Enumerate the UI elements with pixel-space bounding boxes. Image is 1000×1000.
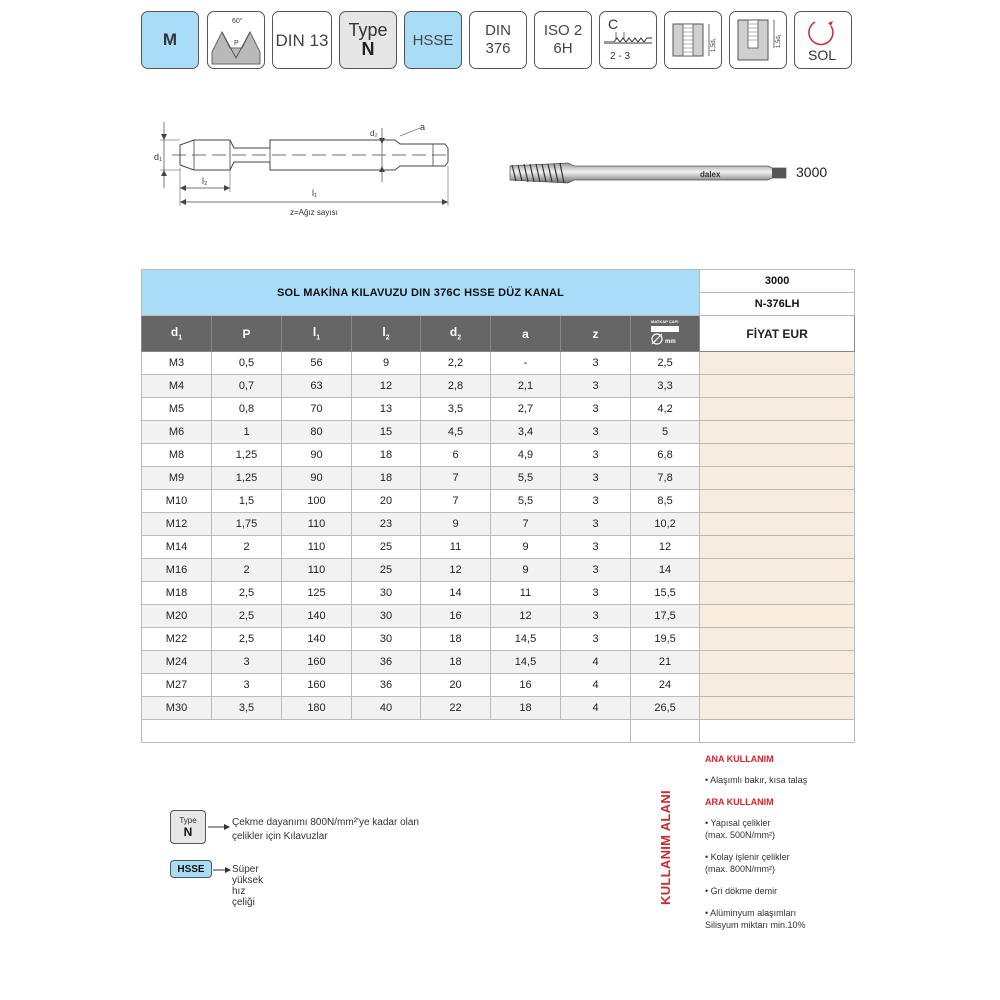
- table-cell: 2: [212, 536, 282, 559]
- table-cell: 9: [491, 559, 561, 582]
- usage-area-title: [632, 742, 698, 952]
- col-header-p: P: [212, 316, 282, 352]
- table-cell: M12: [142, 513, 212, 536]
- table-cell: M27: [142, 674, 212, 697]
- arrow-right-icon: [208, 822, 230, 832]
- table-row: [142, 651, 855, 674]
- table-title: SOL MAKİNA KILAVUZU DIN 376C HSSE DÜZ KANAL: [142, 270, 700, 316]
- table-cell: 2,8: [421, 375, 491, 398]
- table-row: [142, 559, 855, 582]
- chamfer-range: 2 - 3: [610, 51, 631, 62]
- table-product-ref: N-376LH: [700, 293, 855, 316]
- table-row: [142, 375, 855, 398]
- table-row: [142, 674, 855, 697]
- table-cell: M20: [142, 605, 212, 628]
- table-cell: 3: [561, 467, 631, 490]
- table-row: [142, 536, 855, 559]
- drill-diameter-icon: [645, 317, 685, 347]
- left-hand-badge: [794, 11, 852, 69]
- usage-list-cell: [700, 720, 855, 743]
- usage-item: • Alaşımlı bakır, kısa talaş: [705, 775, 808, 785]
- table-cell: 80: [282, 421, 352, 444]
- table-cell: M30: [142, 697, 212, 720]
- table-cell: 110: [282, 513, 352, 536]
- table-cell: 18: [352, 444, 421, 467]
- legend-type-value: N: [183, 824, 193, 839]
- table-cell: 25: [352, 536, 421, 559]
- table-cell: 160: [282, 674, 352, 697]
- table-row: [142, 467, 855, 490]
- table-cell: 180: [282, 697, 352, 720]
- table-cell: 140: [282, 628, 352, 651]
- through-hole-icon: [665, 12, 721, 68]
- table-cell: 10,2: [631, 513, 700, 536]
- table-header-row: [142, 316, 855, 352]
- table-cell: 14: [631, 559, 700, 582]
- table-cell: 70: [282, 398, 352, 421]
- table-cell: 14,5: [491, 628, 561, 651]
- table-cell: 3: [561, 536, 631, 559]
- table-cell: 20: [352, 490, 421, 513]
- table-cell: 4: [561, 674, 631, 697]
- arrow-right-icon: [213, 865, 231, 875]
- table-cell: 7,8: [631, 467, 700, 490]
- din376-line1: DIN: [485, 22, 511, 39]
- table-cell: 3: [561, 421, 631, 444]
- table-cell: 3,3: [631, 375, 700, 398]
- chamfer-profile-icon: [600, 12, 656, 68]
- a-dimension-label: a: [420, 122, 426, 132]
- table-row: [142, 444, 855, 467]
- table-cell: 8,5: [631, 490, 700, 513]
- table-row: [142, 352, 855, 375]
- table-cell: 5,5: [491, 490, 561, 513]
- table-cell: 1,75: [212, 513, 282, 536]
- iso-line2: 6H: [553, 40, 573, 57]
- legend-cell: [142, 720, 631, 743]
- blind-hole-depth-icon: [729, 11, 787, 69]
- table-cell: 4,9: [491, 444, 561, 467]
- table-cell: 17,5: [631, 605, 700, 628]
- table-cell: 7: [491, 513, 561, 536]
- table-body: [142, 352, 855, 720]
- table-cell: 140: [282, 605, 352, 628]
- table-cell: 7: [421, 467, 491, 490]
- table-row: [142, 513, 855, 536]
- din13-label: DIN 13: [275, 30, 329, 50]
- thread-angle-icon: [207, 11, 265, 69]
- table-cell: 13: [352, 398, 421, 421]
- table-cell: 0,5: [212, 352, 282, 375]
- l1-dimension-label: l₁: [312, 188, 318, 198]
- table-cell: M24: [142, 651, 212, 674]
- table-cell: 9: [352, 352, 421, 375]
- table-cell: -: [491, 352, 561, 375]
- price-cell: [700, 605, 855, 628]
- table-cell: 22: [421, 697, 491, 720]
- table-cell: 1: [212, 421, 282, 444]
- table-cell: 90: [282, 467, 352, 490]
- table-cell: 11: [491, 582, 561, 605]
- price-cell: [700, 490, 855, 513]
- table-cell: 9: [491, 536, 561, 559]
- table-cell: 20: [421, 674, 491, 697]
- table-cell: 160: [282, 651, 352, 674]
- table-cell: 21: [631, 651, 700, 674]
- table-cell: M16: [142, 559, 212, 582]
- table-cell: 110: [282, 536, 352, 559]
- table-cell: M3: [142, 352, 212, 375]
- col-header-l1: $l_1$: [282, 316, 352, 352]
- table-cell: 1,25: [212, 467, 282, 490]
- table-cell: 3,4: [491, 421, 561, 444]
- table-row: [142, 697, 855, 720]
- table-cell: 2,5: [212, 582, 282, 605]
- rotation-arrow-icon: [795, 12, 851, 68]
- angle-label: 60°: [232, 18, 243, 25]
- iso-tolerance-badge: [534, 11, 592, 69]
- secondary-usage-heading: ARA KULLANIM: [705, 797, 774, 807]
- table-cell: 14,5: [491, 651, 561, 674]
- table-cell: 3: [561, 628, 631, 651]
- l2-dimension-label: l₂: [202, 176, 208, 186]
- price-cell: [700, 352, 855, 375]
- table-cell: 125: [282, 582, 352, 605]
- metric-thread-label: M: [162, 30, 178, 49]
- table-cell: 3: [212, 674, 282, 697]
- usage-item: • Gri dökme demir: [705, 886, 778, 896]
- price-cell: [700, 697, 855, 720]
- col-header-drill-diameter: [631, 316, 700, 352]
- table-cell: 16: [421, 605, 491, 628]
- table-cell: 18: [491, 697, 561, 720]
- table-cell: M22: [142, 628, 212, 651]
- col-header-z: z: [561, 316, 631, 352]
- legend-hsse-badge: HSSE: [170, 860, 212, 878]
- legend-type-badge: [170, 810, 206, 844]
- price-cell: [700, 559, 855, 582]
- usage-item: • Yapısal çelikler (max. 500N/mm²): [705, 818, 776, 840]
- table-cell: 2: [212, 559, 282, 582]
- legend-hsse-description: Süper yüksek hız çeliği: [232, 864, 264, 908]
- table-cell: 7: [421, 490, 491, 513]
- usage-item: • Alüminyum alaşımları Silisyum miktarı min.10%: [705, 908, 806, 930]
- din376-badge: [469, 11, 527, 69]
- table-row: [142, 421, 855, 444]
- table-cell: 5: [631, 421, 700, 444]
- price-cell: [700, 513, 855, 536]
- table-cell: M9: [142, 467, 212, 490]
- type-label: Type: [348, 20, 388, 40]
- table-cell: 3,5: [421, 398, 491, 421]
- table-cell: 30: [352, 582, 421, 605]
- table-cell: 12: [631, 536, 700, 559]
- table-cell: 23: [352, 513, 421, 536]
- specification-table: [141, 269, 855, 743]
- table-cell: M10: [142, 490, 212, 513]
- chamfer-form-icon: [599, 11, 657, 69]
- table-cell: 12: [352, 375, 421, 398]
- table-cell: 3: [561, 559, 631, 582]
- price-cell: [700, 398, 855, 421]
- din376-line2: 376: [485, 40, 511, 57]
- table-cell: M6: [142, 421, 212, 444]
- table-cell: 25: [352, 559, 421, 582]
- table-cell: 3: [212, 651, 282, 674]
- table-row: [142, 490, 855, 513]
- table-cell: M4: [142, 375, 212, 398]
- legend-type-label: Type: [179, 815, 197, 825]
- table-cell: 3: [561, 582, 631, 605]
- hsse-label: HSSE: [412, 31, 454, 49]
- table-cell: 3: [561, 605, 631, 628]
- table-row: [142, 628, 855, 651]
- table-cell: 2,5: [212, 628, 282, 651]
- table-cell: 12: [491, 605, 561, 628]
- table-cell: 16: [491, 674, 561, 697]
- table-cell: 1,25: [212, 444, 282, 467]
- drill-header-unit: mm: [665, 339, 676, 345]
- col-header-d1: $d_1$: [142, 316, 212, 352]
- table-cell: 3: [561, 375, 631, 398]
- depth-label-through: 1,5d₁: [711, 38, 717, 52]
- col-header-d2: $d_2$: [421, 316, 491, 352]
- din13-badge: [272, 11, 332, 69]
- table-cell: 36: [352, 674, 421, 697]
- usage-item: • Kolay işlenir çelikler (max. 800N/mm²): [705, 852, 790, 874]
- table-cell: 1,5: [212, 490, 282, 513]
- table-cell: M5: [142, 398, 212, 421]
- table-cell: 2,1: [491, 375, 561, 398]
- price-cell: [700, 582, 855, 605]
- type-value: N: [361, 39, 375, 59]
- table-cell: 3,5: [212, 697, 282, 720]
- col-header-l2: $l_2$: [352, 316, 421, 352]
- main-usage-heading: ANA KULLANIM: [705, 754, 774, 764]
- brand-mark: dalex: [700, 170, 721, 179]
- table-cell: 2,5: [631, 352, 700, 375]
- hsse-badge: [404, 11, 462, 69]
- table-cell: 5,5: [491, 467, 561, 490]
- table-cell: 90: [282, 444, 352, 467]
- table-cell: 100: [282, 490, 352, 513]
- table-cell: 18: [421, 628, 491, 651]
- table-cell: 4,2: [631, 398, 700, 421]
- price-cell: [700, 421, 855, 444]
- legend-type-description: Çekme dayanımı 800N/mm²'ye kadar olan çelikler için Kılavuzlar: [232, 817, 419, 842]
- blind-hole-icon: [730, 12, 786, 68]
- through-hole-depth-icon: [664, 11, 722, 69]
- table-cell: 63: [282, 375, 352, 398]
- table-cell: 40: [352, 697, 421, 720]
- table-cell: 2,5: [212, 605, 282, 628]
- flute-count-note: z=Ağız sayısı: [290, 208, 338, 217]
- table-cell: 0,8: [212, 398, 282, 421]
- price-cell: [700, 536, 855, 559]
- table-cell: 14: [421, 582, 491, 605]
- table-cell: 30: [352, 628, 421, 651]
- depth-label-blind: 1,5d₁: [776, 34, 782, 48]
- price-cell: [700, 444, 855, 467]
- table-cell: 36: [352, 651, 421, 674]
- table-cell: 30: [352, 605, 421, 628]
- table-cell: M8: [142, 444, 212, 467]
- d2-dimension-label: d₂: [370, 129, 378, 138]
- table-cell: 15: [352, 421, 421, 444]
- thread-profile-icon: [208, 12, 264, 68]
- table-cell: 110: [282, 559, 352, 582]
- table-cell: 3: [561, 352, 631, 375]
- price-cell: [700, 467, 855, 490]
- table-cell: 9: [421, 513, 491, 536]
- table-cell: 3: [561, 444, 631, 467]
- col-header-price: FİYAT EUR: [700, 316, 855, 352]
- table-cell: 18: [421, 651, 491, 674]
- table-cell: 4,5: [421, 421, 491, 444]
- type-n-badge: [339, 11, 397, 69]
- table-cell: 3: [561, 398, 631, 421]
- table-row: [142, 605, 855, 628]
- table-product-code: 3000: [700, 270, 855, 293]
- table-cell: M18: [142, 582, 212, 605]
- d1-dimension-label: d₁: [154, 152, 163, 162]
- table-cell: 12: [421, 559, 491, 582]
- product-code: 3000: [796, 164, 828, 180]
- table-cell: 0,7: [212, 375, 282, 398]
- table-cell: 6: [421, 444, 491, 467]
- tap-product-image: [508, 158, 788, 188]
- pitch-label: P: [234, 40, 239, 47]
- table-cell: 6,8: [631, 444, 700, 467]
- price-cell: [700, 375, 855, 398]
- table-cell: 26,5: [631, 697, 700, 720]
- price-cell: [700, 674, 855, 697]
- price-cell: [700, 651, 855, 674]
- left-hand-label: SOL: [808, 47, 837, 63]
- table-cell: 3: [561, 513, 631, 536]
- iso-line1: ISO 2: [543, 22, 583, 39]
- table-row: [142, 398, 855, 421]
- table-row: [142, 582, 855, 605]
- metric-thread-badge: [141, 11, 199, 69]
- table-cell: 2,7: [491, 398, 561, 421]
- table-cell: 56: [282, 352, 352, 375]
- chamfer-letter: C: [608, 16, 619, 32]
- table-cell: 24: [631, 674, 700, 697]
- usage-vertical-cell: [631, 720, 700, 743]
- col-header-a: a: [491, 316, 561, 352]
- usage-list: [705, 753, 850, 941]
- drill-header-top: MATKAP ÇAPI: [651, 319, 679, 324]
- table-cell: 19,5: [631, 628, 700, 651]
- table-cell: 3: [561, 490, 631, 513]
- table-cell: 11: [421, 536, 491, 559]
- price-cell: [700, 628, 855, 651]
- table-cell: 4: [561, 697, 631, 720]
- table-cell: 15,5: [631, 582, 700, 605]
- table-cell: 18: [352, 467, 421, 490]
- table-cell: 2,2: [421, 352, 491, 375]
- table-cell: M14: [142, 536, 212, 559]
- usage-area-title-text: KULLANIM ALANI: [657, 789, 673, 905]
- table-cell: 4: [561, 651, 631, 674]
